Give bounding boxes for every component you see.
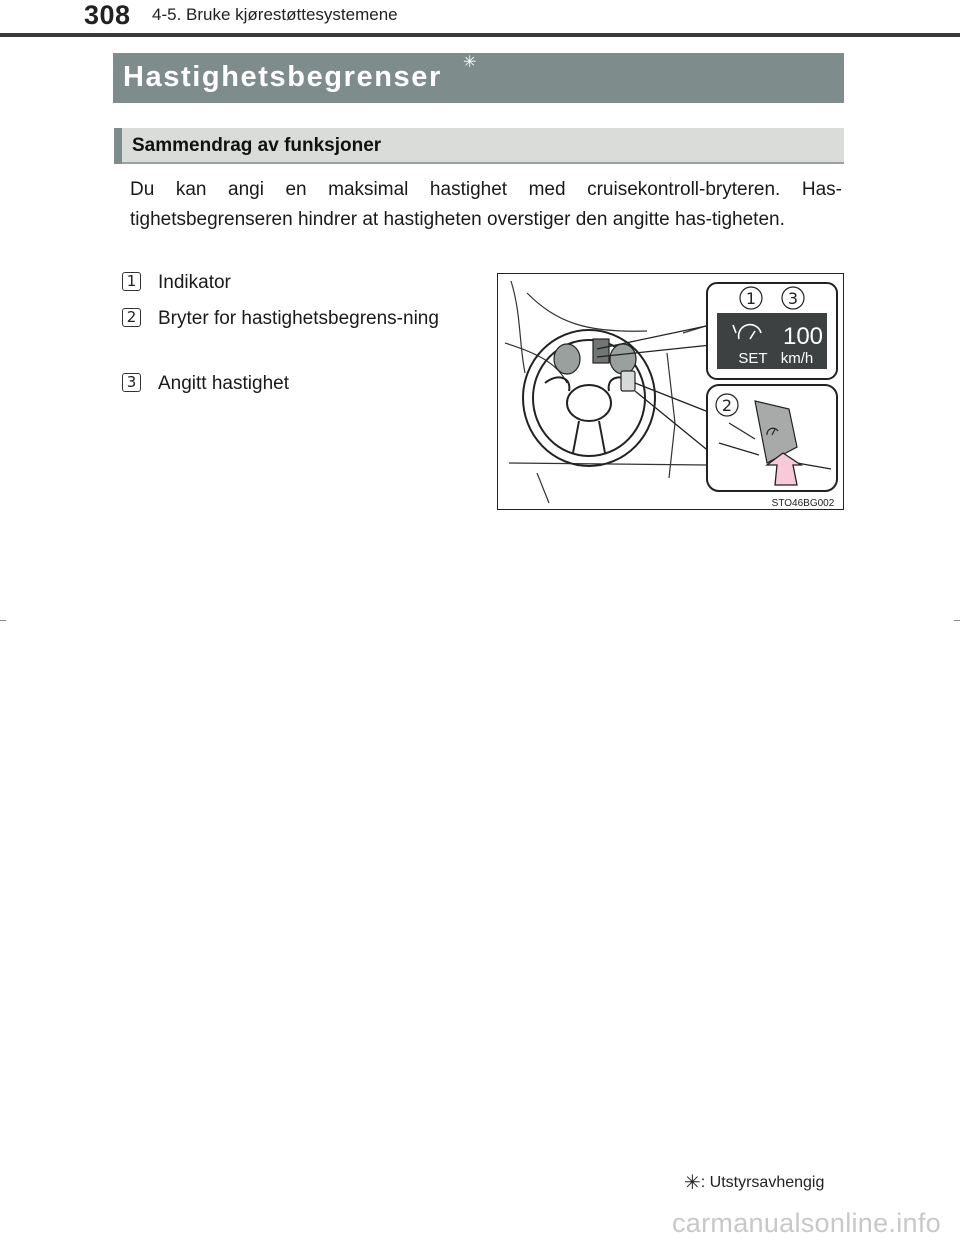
callout-number-3-text: 3 bbox=[787, 289, 799, 308]
footnote bbox=[684, 1170, 824, 1195]
crop-mark-left bbox=[0, 620, 6, 621]
display-unit: km/h bbox=[780, 350, 814, 367]
watermark: carmanualsonline.info bbox=[672, 1208, 941, 1238]
legend-number: 2 bbox=[122, 308, 141, 327]
section-heading-bar bbox=[114, 128, 122, 164]
legend-item bbox=[122, 268, 476, 297]
legend-label: Indikator bbox=[158, 272, 231, 293]
page-number: 308 bbox=[84, 0, 131, 30]
callout-number-3 bbox=[782, 287, 804, 309]
section-heading: Sammendrag av funksjoner bbox=[132, 135, 382, 156]
intro-paragraph: Du kan angi en maksimal hastighet med cruisekontroll-bryteren. Has-tighetsbegrenseren hindrer at hastigheten overstiger den angitte has-tigheten. bbox=[130, 179, 842, 230]
wheel-switch bbox=[621, 371, 635, 391]
steering-wheel-figure bbox=[497, 273, 844, 510]
steering-wheel-illustration bbox=[497, 273, 844, 510]
callout-number-1 bbox=[740, 287, 762, 309]
display-set: SET bbox=[738, 350, 768, 367]
page-title: Hastighetsbegrenser bbox=[123, 61, 442, 93]
section-heading-band bbox=[114, 128, 844, 164]
equipment-dependent-star-icon: ✳ bbox=[463, 54, 477, 71]
title-banner bbox=[113, 53, 844, 103]
figure-code: STO46BG002 bbox=[771, 498, 835, 509]
legend-number: 1 bbox=[122, 272, 141, 291]
legend-item bbox=[122, 304, 476, 333]
legend-label: Angitt hastighet bbox=[158, 373, 289, 394]
callout-number-1-text: 1 bbox=[745, 289, 757, 308]
legend-label: Bryter for hastighetsbegrens-ning bbox=[158, 308, 439, 329]
chapter-title: 4-5. Bruke kjørestøttesystemene bbox=[152, 5, 398, 24]
footnote-text: : Utstyrsavhengig bbox=[700, 1174, 825, 1191]
crop-mark-right bbox=[954, 620, 960, 621]
display-speed: 100 bbox=[782, 323, 824, 350]
footnote-star-icon: ✳ bbox=[684, 1172, 701, 1194]
callout-number-2-text: 2 bbox=[721, 396, 733, 415]
legend-item bbox=[122, 369, 476, 398]
callout-number-2 bbox=[716, 394, 738, 416]
legend-number: 3 bbox=[122, 373, 141, 392]
header-rule bbox=[0, 33, 960, 37]
